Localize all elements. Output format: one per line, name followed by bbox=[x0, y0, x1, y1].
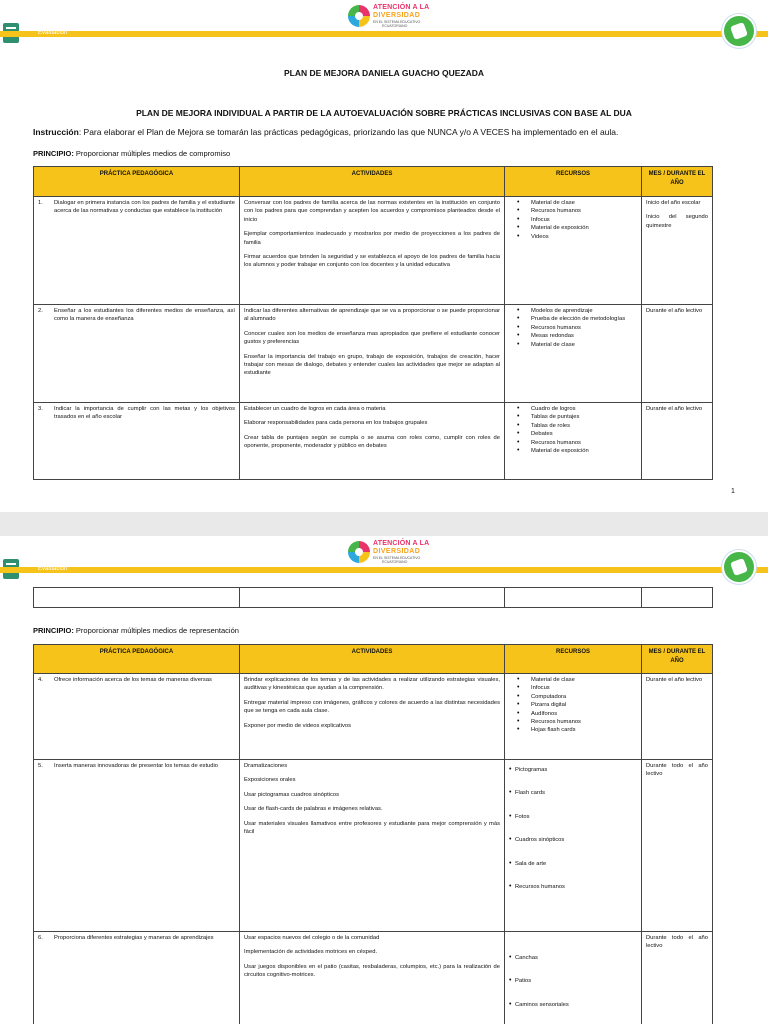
table-row bbox=[34, 588, 713, 608]
diversity-logo bbox=[348, 539, 458, 567]
activity-text: Usar de flash-cards de palabras e imágenes relativas. bbox=[244, 806, 383, 813]
logo-line4: ECUATORIANO bbox=[382, 24, 408, 28]
activity-text: Firmar acuerdos que brinden la seguridad y se establezca el apoyo de los padres de familia hacia los alumnos y poder trabajar en conjunto con los docentes y la unidad educativa bbox=[244, 253, 500, 269]
document-title: PLAN DE MEJORA DANIELA GUACHO QUEZADA bbox=[283, 68, 485, 78]
resource-item: • Tablas de roles bbox=[517, 422, 637, 430]
principle-heading bbox=[33, 626, 239, 635]
empty-cell bbox=[642, 588, 713, 608]
activity-text: Usar juegos disponibles en el patio (casitas, resbaladeras, columpios, etc.) para la realización de circuitos cognitivo-motrices. bbox=[244, 963, 500, 979]
continuation-table bbox=[33, 587, 713, 608]
instruction bbox=[33, 127, 618, 137]
table-row bbox=[34, 197, 713, 305]
badge-icon bbox=[722, 14, 756, 48]
col-header-resources: RECURSOS bbox=[505, 167, 642, 197]
resource-item: • Fotos bbox=[509, 813, 637, 821]
col-header-practice: PRÁCTICA PEDAGÓGICA bbox=[34, 167, 240, 197]
resources-cell bbox=[505, 760, 642, 932]
month-cell bbox=[642, 305, 713, 403]
table-header-row bbox=[34, 645, 713, 674]
logo-line2: DIVERSIDAD bbox=[373, 548, 421, 555]
resource-item: • Cuadros sinópticos bbox=[509, 836, 637, 844]
activity-text: Indicar las diferentes alternativas de aprendizaje que se va a proporcionar o se puede proporcionar al alumnado bbox=[244, 308, 500, 323]
activity-text: Enseñar la importancia del trabajo en grupo, trabajo de exposición, trabajos de creación, hacer trabajar con mesas de dialogo, debates y entender cuales las actividades que mejor se adaptan al estudiante bbox=[244, 353, 500, 377]
principle-text: Proporcionar múltiples medios de representación bbox=[73, 626, 239, 635]
activities-cell bbox=[240, 932, 505, 1024]
resource-item: • Caminos sensoriales bbox=[509, 1001, 637, 1009]
document-subtitle: PLAN DE MEJORA INDIVIDUAL A PARTIR DE LA AUTOEVALUACIÓN SOBRE PRÁCTICAS INCLUSIVAS CON BASE AL DUA bbox=[136, 108, 632, 118]
activity-text: Usar pictogramas cuadros sinópticos bbox=[244, 791, 340, 798]
badge-icon bbox=[722, 550, 756, 584]
month-text: Durante el año lectivo bbox=[646, 308, 703, 314]
logo-line3: EN EL SISTEMA EDUCATIVO bbox=[373, 556, 421, 560]
month-text: Inicio del segundo quimestre bbox=[646, 214, 708, 229]
table-row bbox=[34, 403, 713, 480]
logo-pin-icon bbox=[348, 5, 370, 27]
practice-cell bbox=[34, 403, 240, 480]
resources-cell bbox=[505, 305, 642, 403]
header-bar bbox=[0, 31, 768, 37]
resource-item: • Recursos humanos bbox=[517, 207, 637, 215]
empty-cell bbox=[240, 588, 505, 608]
resource-item: • Mesas redondas bbox=[517, 332, 637, 340]
resource-item: • Tablas de puntajes bbox=[517, 413, 637, 421]
practice-text: Ofrece información acerca de los temas de maneras diversas bbox=[54, 677, 212, 683]
month-text: Durante todo el año lectivo bbox=[646, 763, 708, 778]
activity-text: Conversar con los padres de familia acerca de las normas existentes en la institución en conjunto con los padres para que comprendan y acepten los acuerdos y compromisos planteados desde el inicio bbox=[244, 200, 500, 223]
resource-item: • Cuadro de logros bbox=[517, 405, 637, 413]
activity-text: Usar espacios nuevos del colegio o de la comunidad bbox=[244, 935, 380, 941]
plan-table-2 bbox=[33, 644, 713, 1024]
page-header bbox=[0, 0, 768, 44]
instruction-text: : Para elaborar el Plan de Mejora se tomarán las prácticas pedagógicas, priorizando las que NUNCA y/o A VECES ha implementado en el aula. bbox=[78, 127, 619, 137]
row-number: 5. bbox=[38, 763, 43, 769]
header-bar bbox=[0, 567, 768, 573]
resource-item: • Material de exposición bbox=[517, 447, 637, 455]
activity-text: Usar materiales visuales llamativos entre profesores y estudiante para mejor comprensión y más fácil bbox=[244, 820, 500, 835]
activities-cell bbox=[240, 197, 505, 305]
resource-item: • Pictogramas bbox=[509, 766, 637, 774]
resources-cell bbox=[505, 403, 642, 480]
activities-cell bbox=[240, 305, 505, 403]
practice-text: Proporciona diferentes estrategias y maneras de aprendizajes bbox=[54, 935, 214, 941]
resource-item: • Recursos humanos bbox=[517, 324, 637, 332]
plan-table-1 bbox=[33, 166, 713, 480]
col-header-activities: ACTIVIDADES bbox=[240, 645, 505, 674]
principle-text: Proporcionar múltiples medios de compromiso bbox=[73, 149, 231, 158]
document-page-2 bbox=[0, 536, 768, 1024]
resource-item: • Material de clase bbox=[517, 676, 637, 684]
practice-text: Enseñar a los estudiantes los diferentes medios de enseñanza, así como la manera de enseñanza bbox=[54, 308, 235, 323]
table-row bbox=[34, 932, 713, 1024]
month-cell bbox=[642, 197, 713, 305]
col-header-practice: PRÁCTICA PEDAGÓGICA bbox=[34, 645, 240, 674]
resource-item: • Videos bbox=[517, 233, 637, 241]
empty-cell bbox=[34, 588, 240, 608]
header-bar-label: Evaluación bbox=[38, 30, 68, 36]
practice-text: Inserta maneras innovadoras de presentar los temas de estudio bbox=[54, 763, 219, 769]
page-number: 1 bbox=[731, 488, 735, 495]
row-number: 3. bbox=[38, 406, 43, 412]
practice-text: Indicar la importancia de cumplir con las metas y los objetivos trasados en el año escolar bbox=[54, 406, 235, 421]
resources-cell bbox=[505, 932, 642, 1024]
principle-heading bbox=[33, 149, 230, 158]
resource-item: • Audífonos bbox=[517, 710, 637, 718]
month-cell bbox=[642, 674, 713, 760]
resources-cell bbox=[505, 674, 642, 760]
logo-pin-icon bbox=[348, 541, 370, 563]
activity-text: Conocer cuales son los medios de enseñanza mas apropiados que prefiere el estudiante conocer gustos y preferencias bbox=[244, 330, 500, 346]
practice-text: Dialogar en primera instancia con los padres de familia y el estudiante acerca de las normativas y conductas que establece la institución bbox=[54, 200, 235, 215]
row-number: 2. bbox=[38, 308, 43, 314]
practice-cell bbox=[34, 305, 240, 403]
col-header-resources: RECURSOS bbox=[505, 645, 642, 674]
table-header-row bbox=[34, 167, 713, 197]
month-cell bbox=[642, 932, 713, 1024]
resource-item: • Material de clase bbox=[517, 199, 637, 207]
activity-text: Implementación de actividades motrices en césped. bbox=[244, 949, 378, 956]
activity-text: Exposiciones orales bbox=[244, 777, 296, 784]
resource-item: • Material de clase bbox=[517, 341, 637, 349]
resource-item: • Pizarra digital bbox=[517, 701, 637, 709]
resource-item: • Prueba de elección de metodologías bbox=[517, 315, 637, 323]
month-text: Durante el año lectivo bbox=[646, 406, 703, 412]
logo-line2: DIVERSIDAD bbox=[373, 12, 421, 19]
page-header bbox=[0, 536, 768, 580]
col-header-month: MES / DURANTE EL AÑO bbox=[642, 167, 713, 197]
resource-item: • Infocus bbox=[517, 684, 637, 692]
resource-item: • Debates bbox=[517, 430, 637, 438]
table-row bbox=[34, 760, 713, 932]
logo-line1: ATENCIÓN A LA bbox=[373, 4, 430, 11]
logo-line4: ECUATORIANO bbox=[382, 560, 408, 564]
empty-cell bbox=[505, 588, 642, 608]
month-text: Durante todo el año lectivo bbox=[646, 935, 708, 950]
resource-item: • Recursos humanos bbox=[517, 718, 637, 726]
practice-cell bbox=[34, 760, 240, 932]
diversity-logo bbox=[348, 3, 458, 31]
month-cell bbox=[642, 760, 713, 932]
activity-text: Exponer por medio de videos explicativos bbox=[244, 722, 351, 729]
row-number: 4. bbox=[38, 677, 43, 683]
resource-item: • Patios bbox=[509, 977, 637, 985]
row-number: 6. bbox=[38, 935, 43, 941]
practice-cell bbox=[34, 674, 240, 760]
activities-cell bbox=[240, 403, 505, 480]
logo-line1: ATENCIÓN A LA bbox=[373, 540, 430, 547]
activity-text: Crear tabla de puntajes según se cumpla o se asuma con roles como, cumplir con roles de oponente, proponente, moderador y público en debates bbox=[244, 434, 500, 450]
resource-item: • Recursos humanos bbox=[509, 883, 637, 891]
activity-text: Ejemplar comportamientos inadecuado y mostrarlos por medio de proyecciones a los padres de familia bbox=[244, 231, 500, 246]
activity-text: Dramatizaciones bbox=[244, 763, 288, 769]
practice-cell bbox=[34, 197, 240, 305]
resource-item: • Material de exposición bbox=[517, 224, 637, 232]
activity-text: Entregar material impreso con imágenes, gráficos y colores de acuerdo a las distintas necesidades que se tenga en cada aula clase. bbox=[244, 699, 500, 715]
resource-item: • Computadora bbox=[517, 693, 637, 701]
page-gap bbox=[0, 512, 768, 536]
table-row bbox=[34, 674, 713, 760]
resource-item: • Sala de arte bbox=[509, 860, 637, 868]
resource-item: • Canchas bbox=[509, 954, 637, 962]
activities-cell bbox=[240, 760, 505, 932]
month-text: Inicio del año escolar bbox=[646, 200, 701, 206]
month-cell bbox=[642, 403, 713, 480]
activity-text: Establecer un cuadro de logros en cada área o materia bbox=[244, 406, 386, 412]
resource-item: • Recursos humanos bbox=[517, 439, 637, 447]
resource-item: • Hojas flash cards bbox=[517, 726, 637, 734]
logo-line3: EN EL SISTEMA EDUCATIVO bbox=[373, 20, 421, 24]
resource-item: • Infocus bbox=[517, 216, 637, 224]
activity-text: Brindar explicaciones de los temas y de las actividades a realizar utilizando estrategias visuales, auditivas y kinestésicas que ayudan a la comprensión. bbox=[244, 677, 500, 692]
col-header-activities: ACTIVIDADES bbox=[240, 167, 505, 197]
resource-item: • Flash cards bbox=[509, 789, 637, 797]
table-row bbox=[34, 305, 713, 403]
month-text: Durante el año lectivo bbox=[646, 677, 703, 683]
activity-text: Elaborar responsabilidades para cada persona en los trabajos grupales bbox=[244, 420, 428, 427]
practice-cell bbox=[34, 932, 240, 1024]
activities-cell bbox=[240, 674, 505, 760]
row-number: 1. bbox=[38, 200, 43, 206]
principle-label: PRINCIPIO: bbox=[33, 626, 74, 635]
header-bar-label: Evaluación bbox=[38, 566, 68, 572]
instruction-label: Instrucción bbox=[33, 127, 79, 137]
col-header-month: MES / DURANTE EL AÑO bbox=[642, 645, 713, 674]
resource-item: • Modelos de aprendizaje bbox=[517, 307, 637, 315]
principle-label: PRINCIPIO: bbox=[33, 149, 74, 158]
resources-cell bbox=[505, 197, 642, 305]
